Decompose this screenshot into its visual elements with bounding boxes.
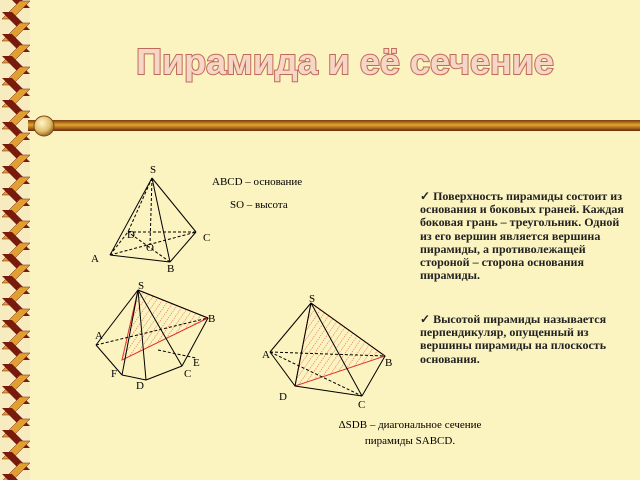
fig1-label-O: O: [146, 242, 154, 254]
fig3-label-B: B: [385, 357, 393, 369]
base-caption: ABCD – основание: [212, 176, 303, 188]
fig2-label-E: E: [193, 357, 200, 369]
bullet-height-text: Высотой пирамиды называется перпендикуляр, опущенный из вершины пирамиды на плоскость основания.: [420, 312, 607, 366]
fig2-label-A: A: [95, 330, 103, 342]
bar-knob: [34, 116, 54, 136]
check-icon: ✓: [420, 189, 431, 203]
fig3-label-C: C: [358, 399, 366, 411]
fig1-label-C: C: [203, 232, 211, 244]
edge-BC: [170, 232, 196, 262]
fig2-label-S: S: [138, 280, 145, 292]
check-icon: ✓: [420, 312, 431, 326]
fig2-label-C: C: [184, 368, 192, 380]
fig2-label-B: B: [208, 313, 216, 325]
fig3-label-A: A: [262, 349, 270, 361]
edge-SC: [152, 178, 196, 232]
slide-title: Пирамида и её сечение: [136, 41, 554, 82]
bullet-surface: [420, 190, 630, 282]
height-caption: SO – высота: [230, 199, 288, 211]
fig1-label-A: A: [91, 253, 99, 265]
fig1-label-S: S: [150, 164, 157, 176]
fig3-label-S: S: [309, 293, 316, 305]
fig2-label-D: D: [136, 380, 144, 392]
edge-SD: [128, 178, 152, 232]
fig2-label-F: F: [111, 368, 118, 380]
edge-AF: [96, 345, 122, 375]
figure-diagonal-section: [270, 303, 385, 396]
section-caption-line1: ΔSDB – диагональное сечение: [338, 419, 482, 431]
horizontal-bar: [28, 120, 640, 131]
fig1-label-D: D: [127, 229, 135, 241]
figure-pyramid-section: [96, 290, 208, 380]
fig3-label-D: D: [279, 391, 287, 403]
edge-AD: [270, 352, 295, 386]
edge-SB: [152, 178, 170, 262]
bullet-height: [420, 313, 630, 366]
bullet-surface-text: Поверхность пирамиды состоит из основания и боковых граней. Каждая боковая грань – треугольник. Одной из его вершин является вершина пирамиды, а противолежащей стороной – сторона основания пирамиды.: [420, 189, 624, 283]
fig1-label-B: B: [167, 263, 175, 275]
section-caption-line2: пирамиды SABCD.: [364, 435, 456, 447]
edge-DC: [146, 366, 182, 380]
edge-AD: [110, 232, 128, 255]
height-SO: [150, 178, 152, 245]
